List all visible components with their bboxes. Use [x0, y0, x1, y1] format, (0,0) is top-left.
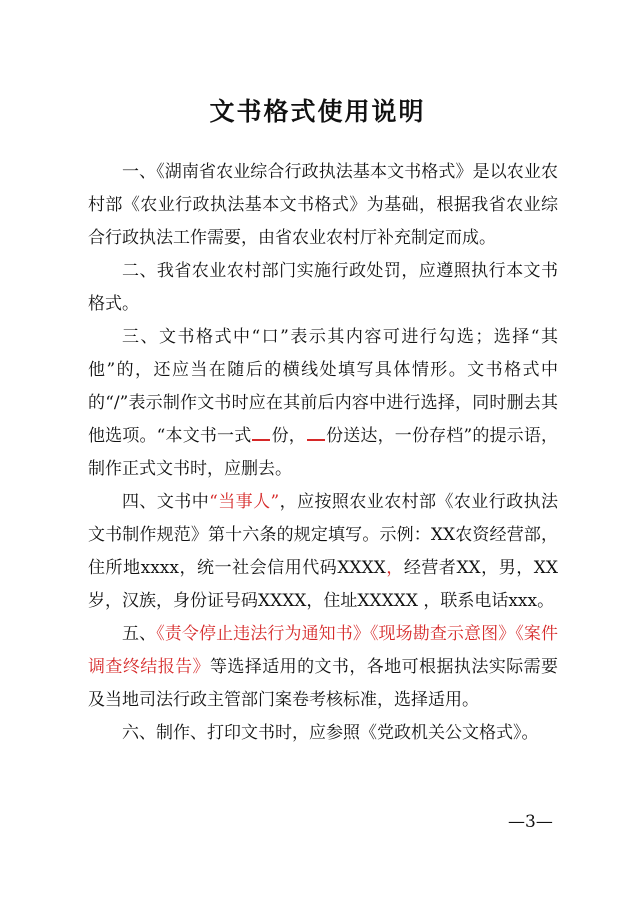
- paragraph-4: [88, 486, 558, 618]
- paragraph-5-text-b: 等选择适用的文书，各地可根据执法实际需要及当地司法行政主管部门案卷考核标准，选择适用。: [88, 657, 559, 710]
- fill-blank-line: [307, 425, 325, 441]
- party-term-highlight: “当事人”: [209, 492, 280, 512]
- paragraph-5: [88, 618, 558, 717]
- paragraph-4-text-b: ，应按照农业农村部《农业行政执法文书制作规范》第十六条的规定填写。示例：XX农资经营部，住所地xxxx，统一社会信用代码XXXX: [88, 492, 559, 578]
- page-title: 文书格式使用说明: [209, 97, 426, 126]
- paragraph-3-text-c: 份送达，一份存档”的提示语，制作正式文书时，应删去。: [88, 426, 558, 479]
- paragraph-3-text-b: 份，: [271, 426, 306, 446]
- red-comma: ，: [385, 558, 404, 578]
- fill-blank-line: [252, 425, 270, 441]
- paragraph-4-text-a: 四、文书中: [122, 492, 210, 512]
- paragraph-3-text-a: 三、文书格式中“口”表示其内容可进行勾选；选择“其他”的，还应当在随后的横线处填写具体情形。文书格式中的“/”表示制作文书时应在其前后内容中进行选择，同时删去其他选项。“本文书一式: [88, 327, 558, 446]
- paragraph-1: 一、《湖南省农业综合行政执法基本文书格式》是以农业农村部《农业行政执法基本文书格式》为基础，根据我省农业综合行政执法工作需要，由省农业农村厅补充制定而成。: [88, 162, 558, 248]
- document-titles-highlight: 《责令停止违法行为通知书》《现场勘查示意图》《案件调查终结报告》: [88, 624, 559, 677]
- paragraph-4-text-c: 经营者XX，男，XX岁，汉族，身份证号码XXXX，住址XXXXX ，联系电话xxx。: [88, 558, 558, 611]
- paragraph-2: 二、我省农业农村部门实施行政处罚，应遵照执行本文书格式。: [88, 261, 558, 314]
- paragraph-3: [88, 321, 558, 486]
- paragraph-5-text-a: 五、: [122, 624, 157, 644]
- paragraph-6: 六、制作、打印文书时，应参照《党政机关公文格式》。: [122, 723, 539, 743]
- page-number: —3—: [508, 812, 553, 832]
